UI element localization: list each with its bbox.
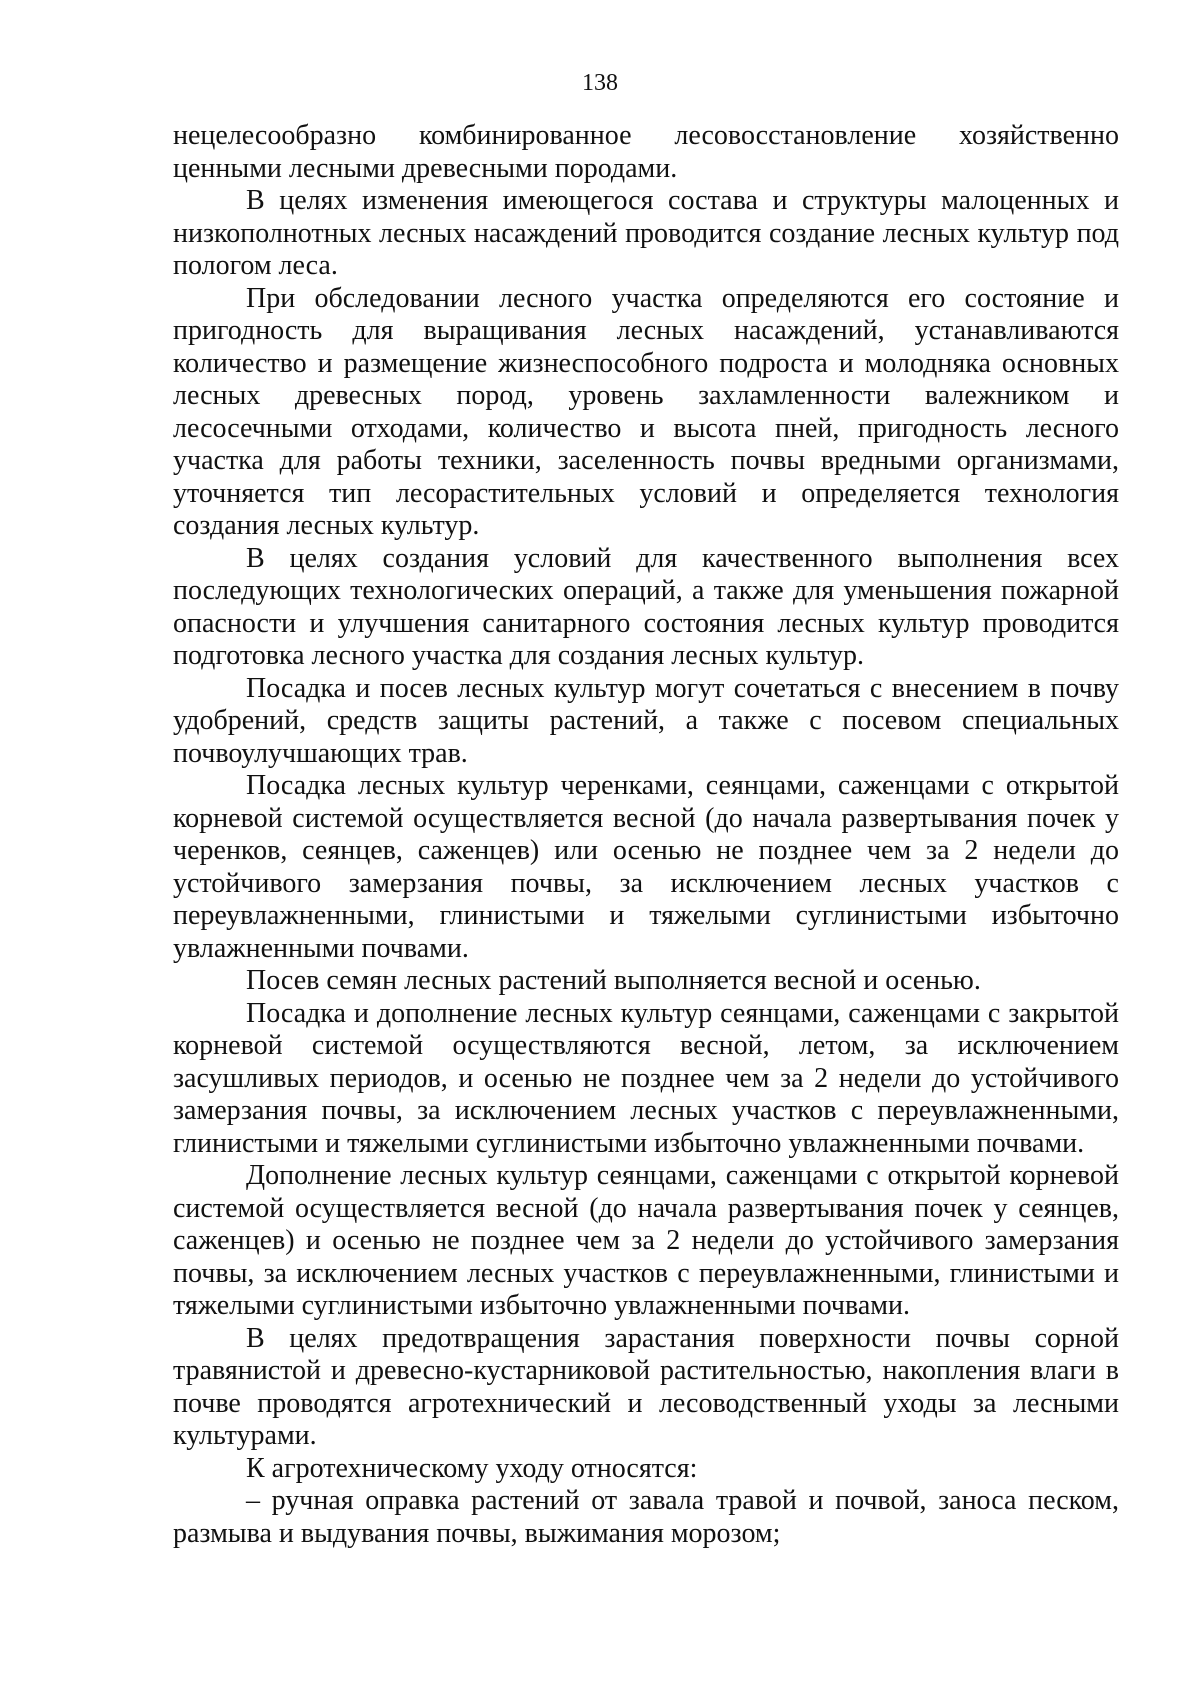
paragraph: Посев семян лесных растений выполняется весной и осенью. [246, 965, 981, 996]
paragraph: При обследовании лесного участка определяются его состояние и пригодность для выращивания лесных насаждений, устанавливаются количество и размещение жизнеспособного подроста и молодняка основных лесных древесных пород, уровень захламленности валежником и лесосечными отходами, количество и высота пней, пригодность лесного участка для работы техники, заселенность почвы вредными организмами, уточняется тип лесорастительных условий и определяется технология создания лесных культур. [173, 282, 1119, 541]
paragraph: В целях предотвращения зарастания поверхности почвы сорной травянистой и древесно-кустарниковой растительностью, накопления влаги в почве проводятся агротехнический и лесоводственный уходы за лесными культурами. [173, 1322, 1119, 1451]
paragraph: Посадка лесных культур черенками, сеянцами, саженцами с открытой корневой системой осуществляется весной (до начала развертывания почек у черенков, сеянцев, саженцев) или осенью не позднее чем за 2 недели до устойчивого замерзания почвы, за исключением лесных участков с переувлажненными, глинистыми и тяжелыми суглинистыми избыточно увлажненными почвами. [173, 770, 1119, 964]
paragraph: Дополнение лесных культур сеянцами, саженцами с открытой корневой системой осуществляется весной (до начала развертывания почек у сеянцев, саженцев) и осенью не позднее чем за 2 недели до устойчивого замерзания почвы, за исключением лесных участков с переувлажненными, глинистыми и тяжелыми суглинистыми избыточно увлажненными почвами. [173, 1160, 1119, 1321]
paragraph: нецелесообразно комбинированное лесовосстановление хозяйственно ценными лесными древесными породами. [173, 120, 1119, 184]
paragraph: К агротехническому уходу относятся: [246, 1452, 698, 1484]
list-item: – ручная оправка растений от завала травой и почвой, заноса песком, размыва и выдувания почвы, выжимания морозом; [173, 1485, 1119, 1549]
paragraph: Посадка и дополнение лесных культур сеянцами, саженцами с закрытой корневой системой осуществляются весной, летом, за исключением засушливых периодов, и осенью не позднее чем за 2 недели до устойчивого замерзания почвы, за исключением лесных участков с переувлажненными, глинистыми и тяжелыми суглинистыми избыточно увлажненными почвами. [173, 997, 1119, 1159]
page-number: 138 [582, 70, 618, 96]
paragraph: В целях создания условий для качественного выполнения всех последующих технологических операций, а также для уменьшения пожарной опасности и улучшения санитарного состояния лесных культур проводится подготовка лесного участка для создания лесных культур. [173, 542, 1119, 671]
document-body [173, 120, 1119, 1550]
paragraph: В целях изменения имеющегося состава и структуры малоценных и низкополнотных лесных насаждений проводится создание лесных культур под пологом леса. [173, 185, 1119, 281]
paragraph: Посадка и посев лесных культур могут сочетаться с внесением в почву удобрений, средств защиты растений, а также с посевом специальных почвоулучшающих трав. [173, 672, 1119, 769]
